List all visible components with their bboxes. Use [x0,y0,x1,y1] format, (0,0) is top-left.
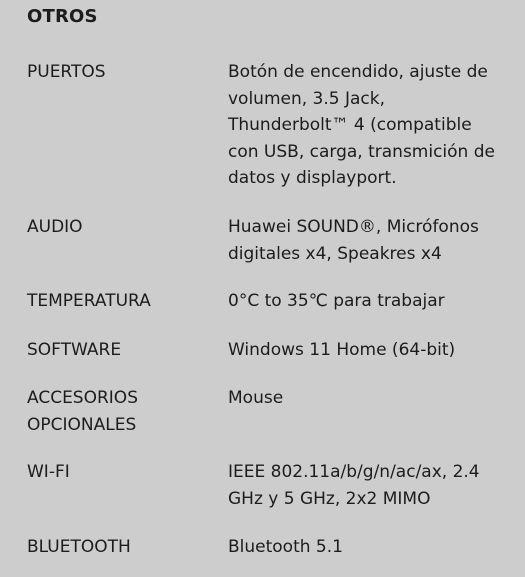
spec-label: SOFTWARE [27,340,122,360]
spec-label: PUERTOS [27,62,106,82]
section-title: OTROS [27,6,98,27]
spec-value: Botón de encendido, ajuste de volumen, 3.5 Jack, Thunderbolt™ 4 (compatible con USB, carga, transmición de datos y displayport. [228,62,495,188]
spec-value: Bluetooth 5.1 [228,537,343,557]
spec-value: 0°C to 35℃ para trabajar [228,291,445,311]
spec-label: AUDIO [27,217,83,237]
spec-label: TEMPERATURA [27,291,151,311]
spec-value: Windows 11 Home (64-bit) [228,340,456,360]
spec-label: ACCESORIOS OPCIONALES [27,388,138,435]
spec-value: Huawei SOUND®, Micrófonos digitales x4, Speakres x4 [228,217,479,264]
spec-label: BLUETOOTH [27,537,131,557]
spec-label: WI-FI [27,462,70,482]
spec-value: IEEE 802.11a/b/g/n/ac/ax, 2.4 GHz y 5 GHz, 2x2 MIMO [228,462,480,509]
spec-value: Mouse [228,388,284,408]
